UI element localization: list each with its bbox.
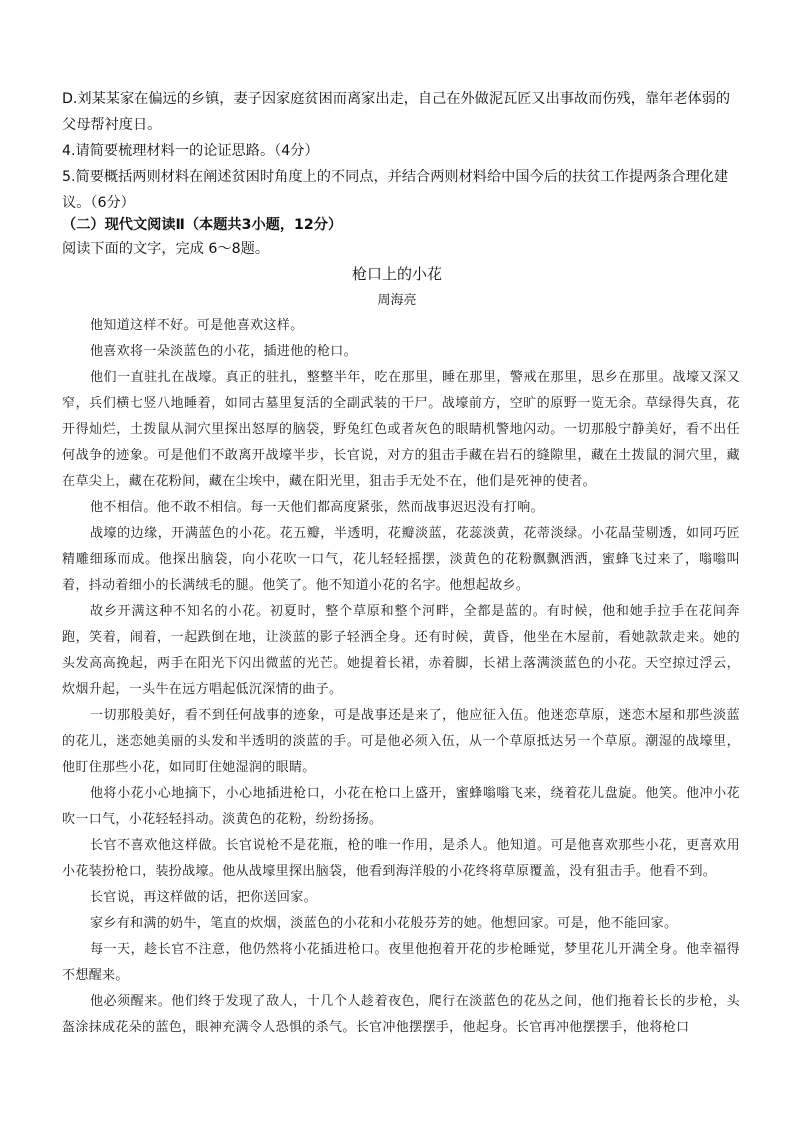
article-author: 周海亮 [377, 293, 417, 308]
article-title: 枪口上的小花 [351, 265, 442, 283]
section-instruction: 阅读下面的文字，完成 6～8题。 [62, 241, 270, 257]
paragraph: 长官说，再这样做的话，把你送回家。 [90, 890, 317, 905]
paragraph: 他将小花小心地摘下，小心地插进枪口，小花在枪口上盛开，蜜蜂嗡嗡飞来，绕着花儿盘旋。他笑。他冲小花吹一口气，小花轻轻抖动。淡黄色的花粉，纷纷扬扬。 [62, 786, 740, 827]
paragraph: 他必须醒来。他们终于发现了敌人，十几个人趁着夜色，爬行在淡蓝色的花丛之间，他们拖着长长的步枪，头盔涂抹成花朵的蓝色，眼神充满令人恐惧的杀气。长官冲他摆摆手，他起身。长官再冲他摆摆手，他将枪口 [62, 994, 740, 1035]
question-5: 5.简要概括两则材料在阐述贫困时角度上的不同点，并结合两则材料给中国今后的扶贫工作提两条合理化建议。（6分） [62, 169, 729, 211]
article-body [62, 313, 740, 1041]
paragraph: 他不相信。他不敢不相信。每一天他们都高度紧张，然而战事迟迟没有打响。 [90, 500, 544, 515]
paragraph: 家乡有和满的奶牛，笔直的炊烟，淡蓝色的小花和小花般芬芳的她。他想回家。可是，他不能回家。 [90, 916, 678, 931]
paragraph: 他们一直驻扎在战壕。真正的驻扎，整整半年，吃在那里，睡在那里，警戒在那里，思乡在那里。战壕又深又窄，兵们横七竖八地睡着，如同古墓里复活的全副武装的干尸。战壕前方，空旷的原野一览无余。草绿得失真，花开得灿烂，土拨鼠从洞穴里探出怒厚的脑袋，野兔红色或者灰色的眼睛机警地闪动。一切那般宁静美好，看不出任何战争的迹象。可是他们不敢离开战壕半步，长官说，对方的狙击手藏在岩石的缝隙里，藏在土拨鼠的洞穴里，藏在草尖上，藏在花粉间，藏在尘埃中，藏在阳光里，狙击手无处不在，他们是死神的使者。 [62, 370, 740, 489]
paragraph: 他喜欢将一朵淡蓝色的小花，插进他的枪口。 [90, 344, 358, 359]
paragraph: 每一天，趁长官不注意，他仍然将小花插进枪口。夜里他抱着开花的步枪睡觉，梦里花儿开满全身。他幸福得不想醒来。 [62, 942, 740, 983]
paragraph: 一切那般美好，看不到任何战事的迹象，可是战事还是来了，他应征入伍。他迷恋草原，迷恋木屋和那些淡蓝的花儿，迷恋她美丽的头发和半透明的淡蓝的手。可是他必须入伍，从一个草原抵达另一个草原。潮湿的战壕里，他盯住那些小花，如同盯住她湿润的眼睛。 [62, 708, 740, 775]
paragraph: 长官不喜欢他这样做。长官说枪不是花瓶，枪的唯一作用，是杀人。他知道。可是他喜欢那些小花，更喜欢用小花装扮枪口，装扮战壕。他从战壕里探出脑袋，他看到海洋般的小花终将草原覆盖，没有狙击手。他看不到。 [62, 838, 740, 879]
paragraph: 故乡开满这种不知名的小花。初夏时，整个草原和整个河畔，全都是蓝的。有时候，他和她手拉手在花间奔跑，笑着，闹着，一起跌倒在地，让淡蓝的影子轻洒全身。还有时候，黄昏，他坐在木屋前，看她款款走来。她的头发高高挽起，两手在阳光下闪出微蓝的光芒。她提着长裙，赤着脚，长裙上落满淡蓝色的小花。天空掠过浮云，炊烟升起，一头牛在远方唱起低沉深情的曲子。 [62, 604, 740, 697]
question-4: 4.请简要梳理材料一的论证思路。（4分） [62, 143, 319, 159]
paragraph: 战壕的边缘，开满蓝色的小花。花五瓣，半透明，花瓣淡蓝，花蕊淡黄，花蒂淡绿。小花晶莹剔透，如同巧匠精雕细琢而成。他探出脑袋，向小花吹一口气，花儿轻轻摇摆，淡黄色的花粉飘飘洒洒，蜜蜂飞过来了，嗡嗡叫着，抖动着细小的长满绒毛的腿。他笑了。他不知道小花的名字。他想起故乡。 [62, 526, 740, 593]
section-heading: （二）现代文阅读Ⅱ（本题共3小题，12分） [62, 217, 343, 233]
paragraph: 他知道这样不好。可是他喜欢这样。 [90, 318, 304, 333]
option-d: D.刘某某家在偏远的乡镇，妻子因家庭贫困而离家出走，自己在外做泥瓦匠又出事故而伤残，靠年老体弱的父母帮衬度日。 [62, 91, 731, 133]
